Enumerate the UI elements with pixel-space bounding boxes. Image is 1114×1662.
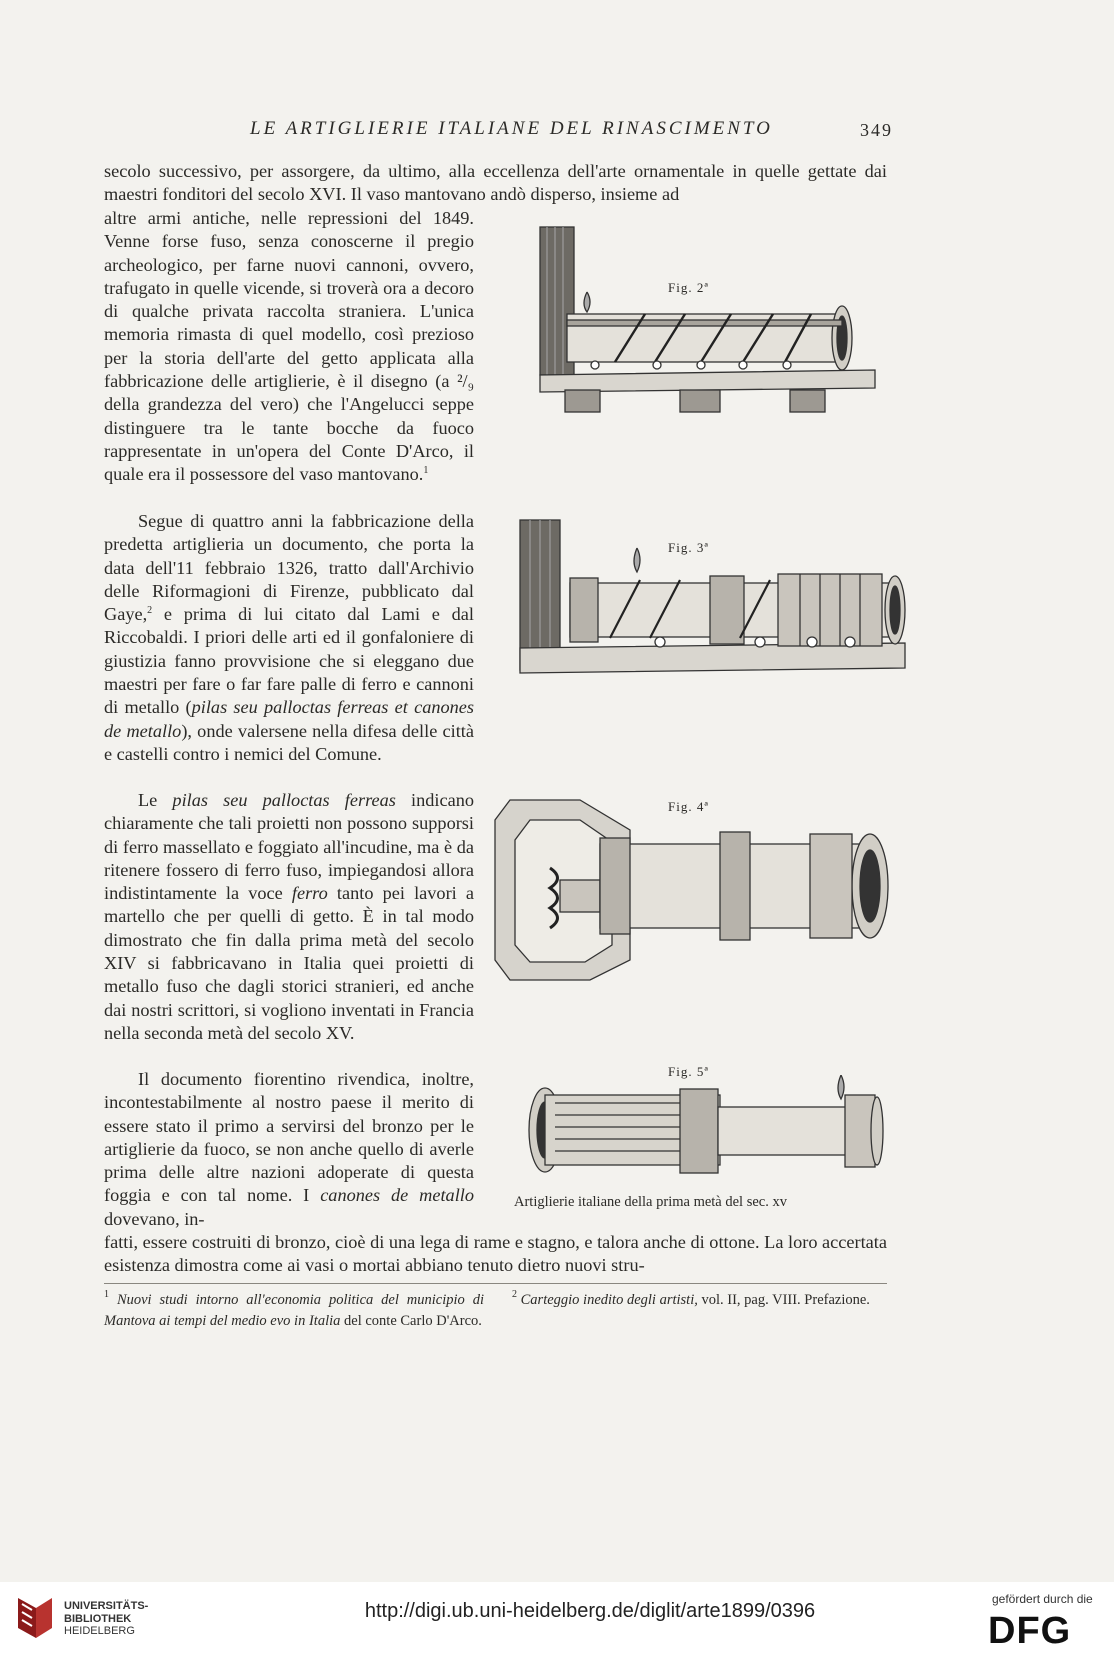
fig-4-label: Fig. 4ª [668, 799, 709, 814]
fig-3-label: Fig. 3ª [668, 540, 709, 555]
latin-quote-2: pilas seu palloctas ferreas [172, 790, 396, 810]
paragraph-1-column: altre armi antiche, nelle repressioni del 1849. Venne forse fuso, senza conoscerne il pregio archeologico, per farne nuovi cannoni, ovvero, trafugato in quelle vicende, si troverà ora a decoro di qualche privata raccolta straniera. L'unica memoria rimasta di quel modello, così prezioso per la storia dell'arte del getto applicata alla fabbricazione delle artiglierie, è il disegno (a ²/₉ della grandezza del vero) che l'Angelucci seppe distinguere tra le tante bocche da fuoco rappresentate in un'opera del Conte D'Arco, il quale era il possessore del vaso mantovano.$^1$ [104, 208, 474, 485]
fig-5-label: Fig. 5ª [668, 1064, 709, 1079]
funding-note: gefördert durch die [992, 1592, 1093, 1606]
paragraph-1-full: secolo successivo, per assorgere, da ultimo, alla eccellenza dell'arte ornamentale in quelle gettate dai maestri fonditori del secolo XVI. Il vaso mantovano andò disperso, insieme ad [104, 161, 887, 205]
paragraph-2: Segue di quattro anni la fabbricazione della predetta artiglieria un documento, che porta la data dell'11 febbraio 1326, tratto dall'Archivio delle Riformagioni di Firenze, pubblicato dal Gaye,$^2$ e prima di lui citato dal Lami e dal Riccobaldi. I priori delle arti ed il gonfaloniere di giustizia fanno provvisione che si eleggano due maestri per fare o far fare palle di ferro e cannoni di metallo (pilas seu palloctas ferreas et canones de metallo), onde valersene nella difesa delle città e castelli contro i nemici del Comune. [104, 511, 474, 764]
figure-caption: Artiglierie italiane della prima metà del sec. xv [514, 1194, 787, 1210]
fraction-two-ninths: ²/₉ [457, 371, 474, 392]
source-url-link[interactable]: http://digi.ub.uni-heidelberg.de/diglit/arte1899/0396 [364, 1600, 816, 1622]
footnote-rule [104, 1283, 887, 1284]
footnote-2: $^2$ Carteggio inedito degli artisti, vol. II, pag. VIII. Prefazione. [512, 1289, 870, 1308]
footnote-1-mark: 1 [104, 1289, 109, 1300]
paragraph-4: Il documento fiorentino rivendica, inoltre, incontestabilmente al nostro paese il merito di essere stato il primo a servirsi del bronzo per le artiglierie da fuoco, se non anche quello di averle prima delle altre nazioni adoperate di questa foggia e con tal nome. I canones de metallo dovevano, in- [104, 1069, 474, 1229]
university-library-logo-icon [14, 1594, 56, 1642]
footnote-2-title: Carteggio inedito degli artisti, [520, 1292, 698, 1308]
fig-5-cannon-illustration [525, 1075, 895, 1190]
paragraph-3: Le pilas seu palloctas ferreas indicano chiaramente che tali proietti non possono supporsi di ferro massellato e foggiato all'incudine, ma è da ritenere fossero di ferro fuso, impiegandosi allora indistintamente la voce ferro tanto pei lavori a martello che per quelli di getto. È in tal modo dimostrato che fin dalla prima metà del secolo XIV si fabbricavano in Italia quei proietti di metallo fuso che dagli storici stranieri, ed anche dai nostri scrittori, si vogliono inventati in Francia nella seconda metà del secolo XV. [104, 790, 475, 1043]
footnote-1: $^1$ Nuovi studi intorno all'economia politica del municipio di Mantova ai tempi del medio evo in Italia del conte Carlo D'Arco. [104, 1289, 485, 1329]
fig-4-cannon-illustration [490, 790, 900, 990]
footnote-ref-1[interactable]: 1 [423, 465, 429, 477]
fig-2-cannon-illustration [505, 222, 885, 422]
footnote-2-mark: 2 [512, 1289, 517, 1300]
page-number: 349 [860, 120, 893, 140]
footnote-ref-2[interactable]: 2 [147, 605, 153, 617]
library-name: UNIVERSITÄTS- BIBLIOTHEK HEIDELBERG [64, 1600, 149, 1637]
fig-3-cannon-illustration [510, 518, 915, 688]
word-ferro: ferro [291, 883, 328, 904]
running-title: LE ARTIGLIERIE ITALIANE DEL RINASCIMENTO [250, 118, 773, 139]
fig-2-label: Fig. 2ª [668, 280, 709, 295]
dfg-logo: DFG [988, 1610, 1072, 1652]
paragraph-4-full: fatti, essere costruiti di bronzo, cioè di una lega di rame e stagno, e talora anche di ottone. La loro accertata esistenza dimostra come ai vasi o mortai abbiano tenuto dietro nuovi stru- [104, 1232, 887, 1276]
latin-quote: pilas seu palloctas ferreas et canones de metallo [104, 697, 474, 741]
footnote-1-title: Nuovi studi intorno all'economia politica del municipio di Mantova ai tempi del medio evo in Italia [104, 1292, 485, 1329]
latin-quote-3: canones de metallo [320, 1185, 474, 1206]
running-header [0, 118, 1114, 148]
